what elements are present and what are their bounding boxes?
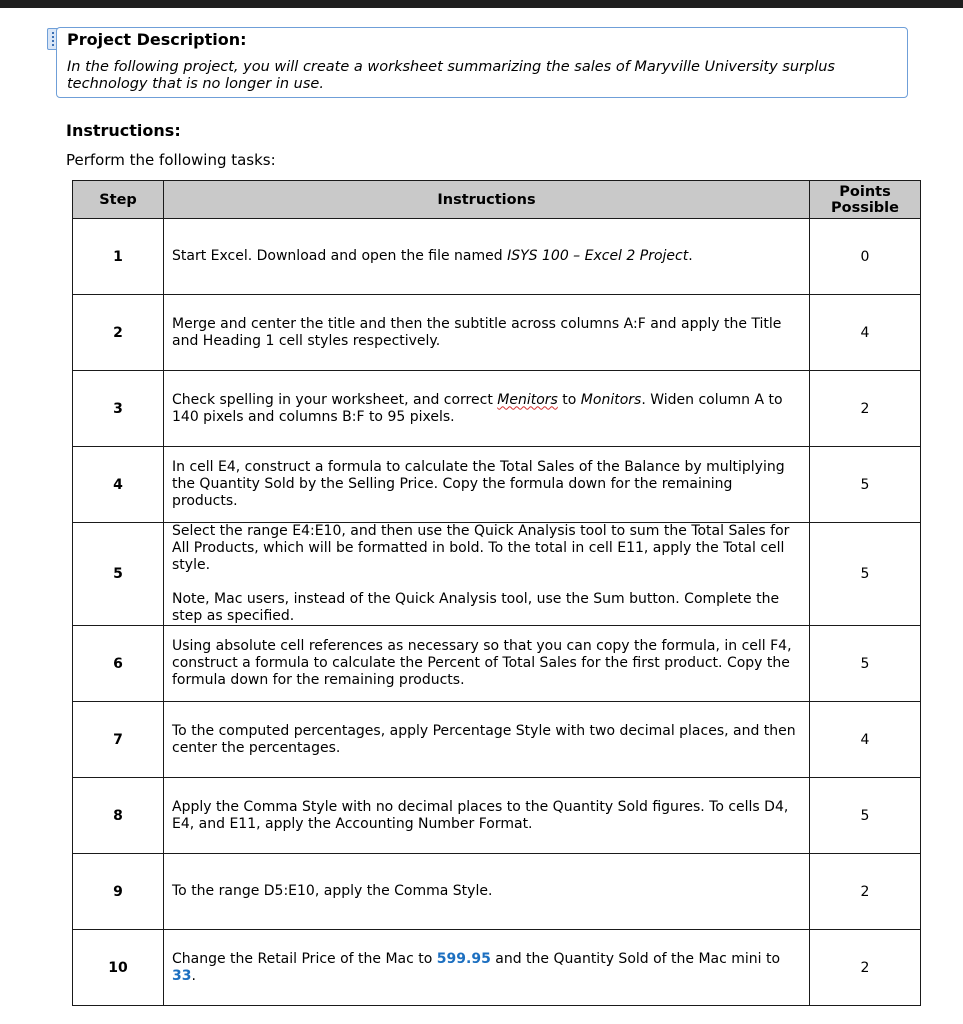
step-instruction: In cell E4, construct a formula to calculate the Total Sales of the Balance by multiplying the Quantity Sold by the Selling Price. Copy the formula down for the remaining products.: [164, 447, 810, 523]
instructions-table: [72, 180, 921, 1006]
step-instruction: To the range D5:E10, apply the Comma Style.: [164, 854, 810, 930]
header-points: Points Possible: [810, 181, 921, 219]
corrected-word: Monitors: [580, 391, 642, 408]
step-points: 5: [810, 447, 921, 523]
table-row: [73, 702, 921, 778]
step-number: 5: [73, 523, 164, 626]
header-step: Step: [73, 181, 164, 219]
step-instruction: Select the range E4:E10, and then use the Quick Analysis tool to sum the Total Sales for All Products, which will be formatted in bold. To the total in cell E11, apply the Total cell style. Note, Mac users, instead of the Quick Analysis tool, use the Sum button. Complete the step as specified.: [164, 523, 810, 626]
table-row: [73, 371, 921, 447]
instructions-heading: Instructions:: [66, 121, 181, 140]
step-number: 6: [73, 626, 164, 702]
step-number: 9: [73, 854, 164, 930]
step-number: 1: [73, 219, 164, 295]
step-number: 8: [73, 778, 164, 854]
header-instructions: Instructions: [164, 181, 810, 219]
project-description-box: [56, 27, 908, 98]
step-instruction: Using absolute cell references as necessary so that you can copy the formula, in cell F4, construct a formula to calculate the Percent of Total Sales for the first product. Copy the formula down for the remaining products.: [164, 626, 810, 702]
step-points: 5: [810, 778, 921, 854]
step-number: 10: [73, 930, 164, 1006]
project-description-text: In the following project, you will create a worksheet summarizing the sales of Maryville University surplus technology that is no longer in use.: [67, 59, 835, 92]
table-row: [73, 930, 921, 1006]
table-row: [73, 295, 921, 371]
table-row: [73, 626, 921, 702]
table-row: [73, 778, 921, 854]
step-number: 3: [73, 371, 164, 447]
file-name: ISYS 100 – Excel 2 Project: [507, 248, 689, 264]
retail-price-value: 599.95: [436, 950, 491, 967]
step-points: 2: [810, 930, 921, 1006]
step-number: 2: [73, 295, 164, 371]
step-instruction: Merge and center the title and then the subtitle across columns A:F and apply the Title and Heading 1 cell styles respectively.: [164, 295, 810, 371]
step-points: 2: [810, 371, 921, 447]
step-number: 7: [73, 702, 164, 778]
misspelled-word: Menitors: [497, 391, 558, 408]
step-points: 4: [810, 702, 921, 778]
table-row: [73, 854, 921, 930]
step-instruction: Change the Retail Price of the Mac to 599.95 and the Quantity Sold of the Mac mini to 33.: [164, 930, 810, 1006]
table-row: [73, 447, 921, 523]
step-points: 5: [810, 626, 921, 702]
table-header-row: [73, 181, 921, 219]
step-number: 4: [73, 447, 164, 523]
top-border-bar: [0, 0, 963, 8]
step-points: 4: [810, 295, 921, 371]
table-row: [73, 523, 921, 626]
perform-tasks-label: Perform the following tasks:: [66, 151, 276, 169]
mac-note: Note, Mac users, instead of the Quick Analysis tool, use the Sum button. Complete the step as specified.: [172, 591, 780, 624]
step-instruction: Start Excel. Download and open the file named ISYS 100 – Excel 2 Project.: [164, 219, 810, 295]
table-row: [73, 219, 921, 295]
step-points: 5: [810, 523, 921, 626]
step-instruction: Apply the Comma Style with no decimal places to the Quantity Sold figures. To cells D4, E4, and E11, apply the Accounting Number Format.: [164, 778, 810, 854]
step-instruction: Check spelling in your worksheet, and correct Menitors to Monitors. Widen column A to 140 pixels and columns B:F to 95 pixels.: [164, 371, 810, 447]
quantity-value: 33: [172, 967, 192, 984]
project-description-title: Project Description:: [67, 30, 247, 49]
step-points: 2: [810, 854, 921, 930]
step-instruction: To the computed percentages, apply Percentage Style with two decimal places, and then center the percentages.: [164, 702, 810, 778]
step-points: 0: [810, 219, 921, 295]
